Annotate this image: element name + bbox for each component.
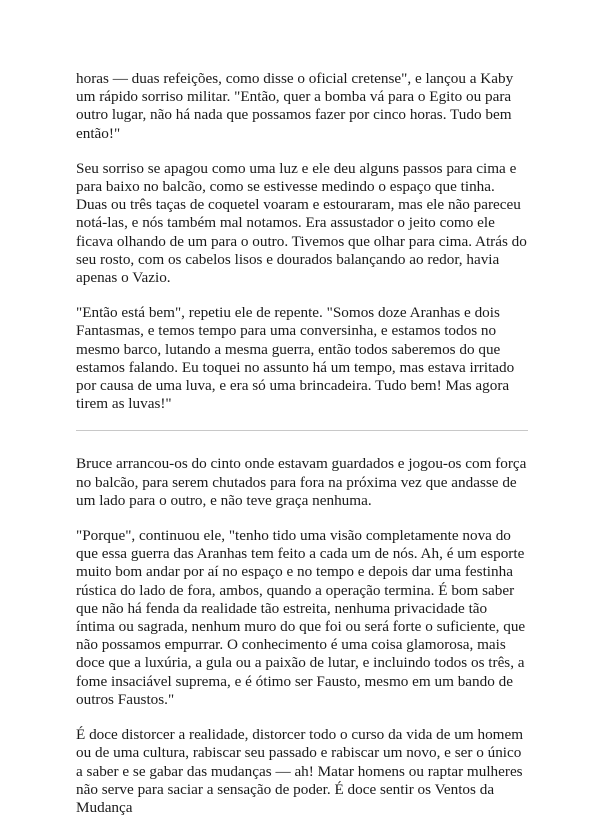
paragraph: "Porque", continuou ele, "tenho tido uma visão completamente nova do que essa guerra das Aranhas tem feito a cada um de nós. Ah, é um esporte muito bom andar por aí no espaço e no tempo e depois dar uma festinha rústica do lado de fora, ambos, quando a operação termina. É bom saber que não há fenda da realidade tão estreita, nenhuma privacidade tão íntima ou sagrada, nenhum muro do que foi ou será forte o suficiente, que não possamos empurrar. O conhecimento é uma coisa glamorosa, mais doce que a luxúria, a gula ou a paixão de lutar, e incluindo todos os três, a fome insaciável suprema, e é ótimo ser Fausto, mesmo em um bando de outros Faustos." [76,527,526,708]
paragraph: horas — duas refeições, como disse o oficial cretense", e lançou a Kaby um rápido sorriso militar. "Então, quer a bomba vá para o Egito ou para outro lugar, não há nada que possamos fazer por cinco horas. Tudo bem então!" [76,70,514,142]
paragraph: "Então está bem", repetiu ele de repente. "Somos doze Aranhas e dois Fantasmas, e temos tempo para uma conversinha, e estamos todos no mesmo barco, lutando a mesma guerra, então todos saberemos do que estamos falando. Eu toquei no assunto há um tempo, mas estava irritado por causa de uma luva, e era só uma brincadeira. Tudo bem! Mas agora tirem as luvas!" [76,304,515,413]
text-column [76,70,528,834]
paragraph: Bruce arrancou-os do cinto onde estavam guardados e jogou-os com força no balcão, para serem chutados para fora na próxima vez que andasse de um lado para o outro, e não teve graça nenhuma. [76,455,527,509]
paragraph: Seu sorriso se apagou como uma luz e ele deu alguns passos para cima e para baixo no balcão, como se estivesse medindo o espaço que tinha. Duas ou três taças de coquetel voaram e estouraram, mas ele não pareceu notá-las, e nós também mal notamos. Era assustador o jeito como ele ficava olhando de um para o outro. Tivemos que olhar para cima. Atrás do seu rosto, com os cabelos lisos e dourados balançando ao redor, havia apenas o Vazio. [76,159,527,287]
section-divider [76,430,528,431]
paragraph: É doce distorcer a realidade, distorcer todo o curso da vida de um homem ou de uma cultura, rabiscar seu passado e rabiscar um novo, e ser o único a saber e se gabar das mudanças — ah! Matar homens ou raptar mulheres não serve para saciar a sensação de poder. É doce sentir os Ventos da Mudança [76,726,524,816]
